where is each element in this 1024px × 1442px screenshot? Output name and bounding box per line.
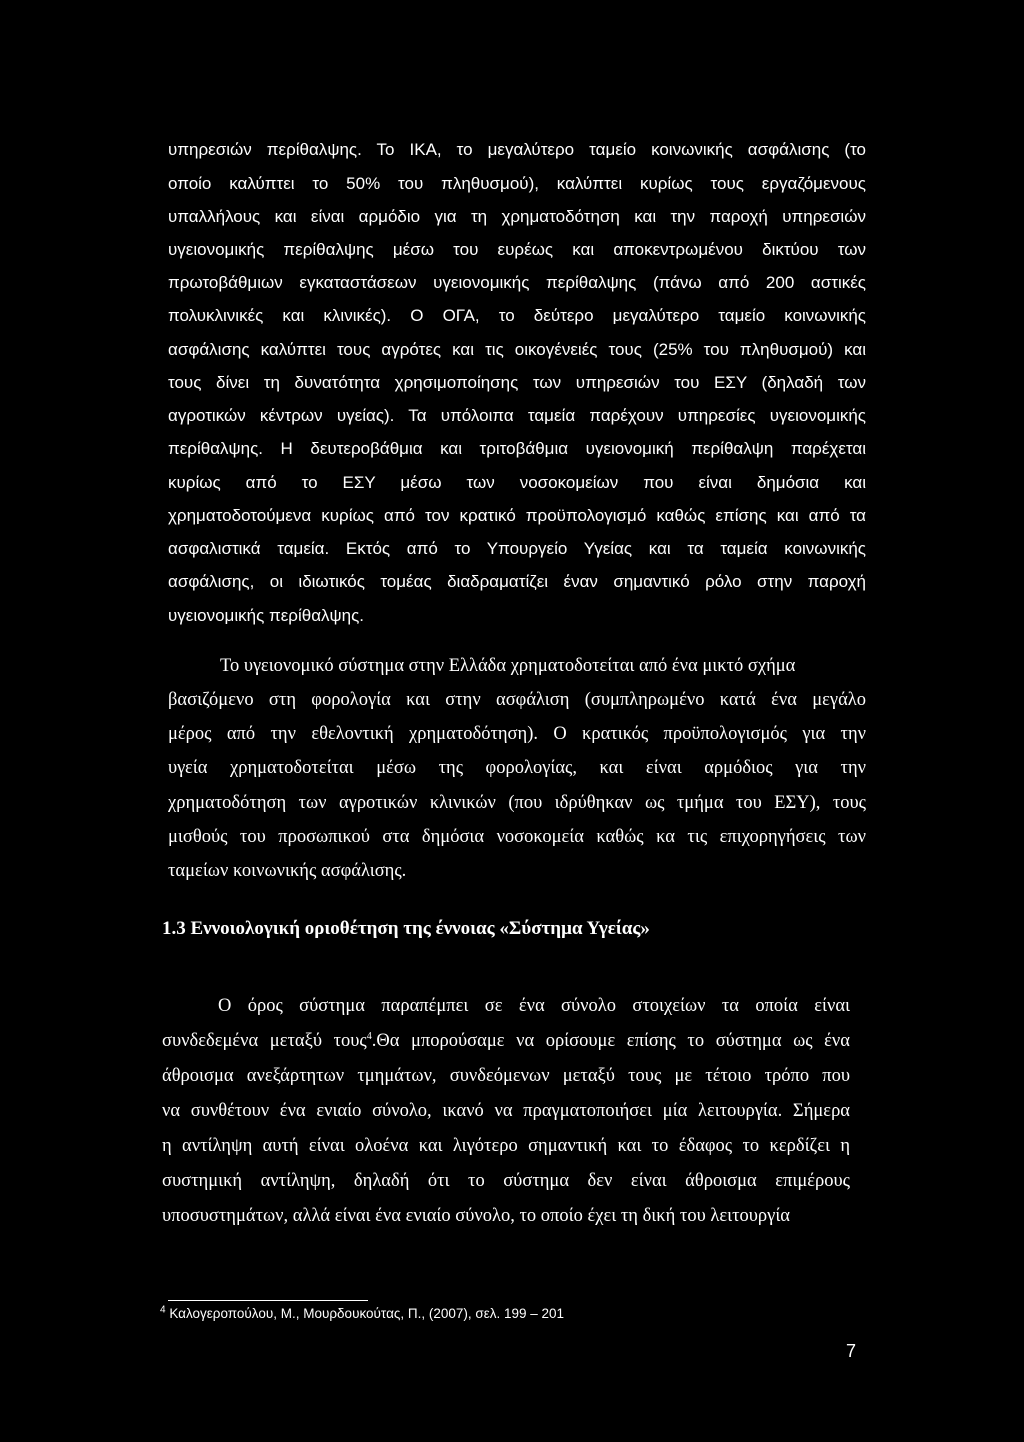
paragraph-1-line: υπηρεσιών περίθαλψης. Το ΙΚΑ, το μεγαλύτερο ταμείο κοινωνικής ασφάλισης (το: [168, 140, 866, 159]
paragraph-1-line: υπαλλήλους και είναι αρμόδιο για τη χρηματοδότηση και την παροχή υπηρεσιών: [168, 207, 866, 226]
paragraph-2-line: βασιζόμενο στη φορολογία και στην ασφάλιση (συμπληρωμένο κατά ένα μεγάλο: [168, 690, 866, 710]
footnote-reference[interactable]: 4: [366, 1030, 372, 1042]
paragraph-1-line: οποίο καλύπτει το 50% του πληθυσμού), καλύπτει κυρίως τους εργαζόμενους: [168, 174, 866, 193]
paragraph-1-line: αγροτικών κέντρων υγείας). Τα υπόλοιπα ταμεία παρέχουν υπηρεσίες υγειονομικής: [168, 406, 866, 425]
paragraph-1-line: τους δίνει τη δυνατότητα χρησιμοποίησης των υπηρεσιών του ΕΣΥ (δηλαδή των: [168, 373, 866, 392]
paragraph-2-line: υγεία χρηματοδοτείται μέσω της φορολογίας, και είναι αρμόδιος για την: [168, 758, 866, 778]
paragraph-3-line: η αντίληψη αυτή είναι ολοένα και λιγότερο σημαντική και το έδαφος το κερδίζει η: [162, 1136, 850, 1156]
paragraph-3-text: συνδεδεμένα μεταξύ τους: [162, 1031, 367, 1051]
paragraph-3-line: να συνθέτουν ένα ενιαίο σύνολο, ικανό να πραγματοποιήσει μία λειτουργία. Σήμερα: [162, 1101, 850, 1121]
paragraph-1-line: περίθαλψης. Η δευτεροβάθμια και τριτοβάθμια υγειονομική περίθαλψη παρέχεται: [168, 439, 866, 458]
paragraph-1-line: ασφάλισης καλύπτει τους αγρότες και τις οικογένειές τους (25% του πληθυσμού) και: [168, 340, 866, 359]
paragraph-1-line: πολυκλινικές και κλινικές). Ο ΟΓΑ, το δεύτερο μεγαλύτερο ταμείο κοινωνικής: [168, 306, 866, 325]
paragraph-1-line: ασφάλισης, οι ιδιωτικός τομέας διαδραματίζει έναν σημαντικό ρόλο στην παροχή: [168, 572, 866, 591]
footnote-text: Καλογεροπούλου, Μ., Μουρδουκούτας, Π., (2007), σελ. 199 – 201: [165, 1306, 565, 1321]
paragraph-3-line: υποσυστημάτων, αλλά είναι ένα ενιαίο σύνολο, το οποίο έχει τη δική του λειτουργία: [162, 1206, 790, 1226]
paragraph-1-line: κυρίως από το ΕΣΥ μέσω των νοσοκομείων που είναι δημόσια και: [168, 473, 866, 492]
paragraph-1-line: πρωτοβάθμιων εγκαταστάσεων υγειονομικής περίθαλψης (πάνω από 200 αστικές: [168, 273, 866, 292]
paragraph-1-line: χρηματοδοτούμενα κυρίως από τον κρατικό προϋπολογισμό καθώς επίσης και από τα: [168, 506, 866, 525]
paragraph-3-line-with-footnote-ref: [162, 1030, 850, 1052]
paragraph-2-line: μέρος από την εθελοντική χρηματοδότηση). Ο κρατικός προϋπολογισμός για την: [168, 724, 866, 744]
footnote-marker: 4: [160, 1304, 166, 1316]
footnote: [160, 1306, 564, 1322]
paragraph-1-line: ασφαλιστικά ταμεία. Εκτός από το Υπουργείο Υγείας και τα ταμεία κοινωνικής: [168, 539, 866, 558]
paragraph-2-line: ταμείων κοινωνικής ασφάλισης.: [168, 861, 407, 881]
footnote-divider: [168, 1300, 368, 1301]
paragraph-3-line: συστημική αντίληψη, δηλαδή ότι το σύστημα δεν είναι άθροισμα επιμέρους: [162, 1171, 850, 1191]
paragraph-3-text: .Θα μπορούσαμε να ορίσουμε επίσης το σύστημα ως ένα: [371, 1031, 850, 1051]
paragraph-3-line: άθροισμα ανεξάρτητων τμημάτων, συνδεόμενων μεταξύ τους με τέτοιο τρόπο που: [162, 1066, 850, 1086]
paragraph-3-line: Ο όρος σύστημα παραπέμπει σε ένα σύνολο στοιχείων τα οποία είναι: [218, 996, 850, 1016]
paragraph-2-line: Το υγειονομικό σύστημα στην Ελλάδα χρηματοδοτείται από ένα μικτό σχήμα: [220, 656, 796, 676]
paragraph-2-line: μισθούς του προσωπικού στα δημόσια νοσοκομεία καθώς κα τις επιχορηγήσεις των: [168, 827, 866, 847]
page-number: 7: [846, 1341, 857, 1361]
section-heading: 1.3 Εννοιολογική οριοθέτηση της έννοιας «Σύστημα Υγείας»: [162, 918, 650, 939]
paragraph-1-line: υγειονομικής περίθαλψης μέσω του ευρέως και αποκεντρωμένου δικτύου των: [168, 240, 866, 259]
paragraph-1-line: υγειονομικής περίθαλψης.: [168, 606, 365, 625]
paragraph-2-line: χρηματοδότηση των αγροτικών κλινικών (που ιδρύθηκαν ως τμήμα του ΕΣΥ), τους: [168, 793, 866, 813]
